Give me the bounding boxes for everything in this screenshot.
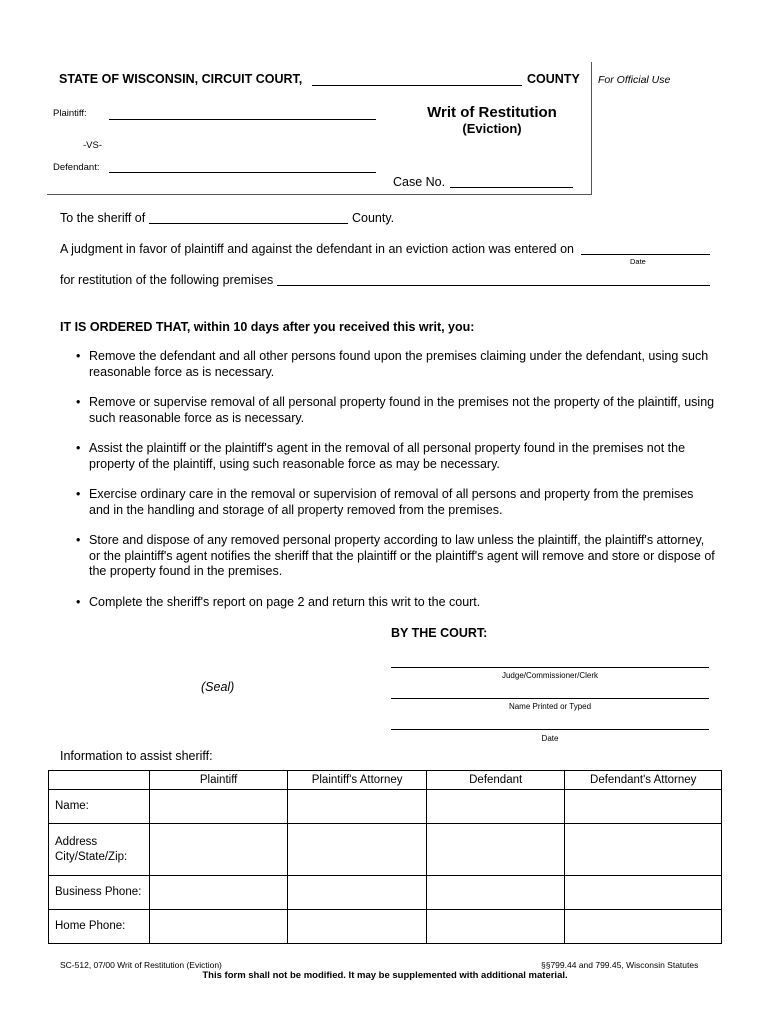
table-header-row	[49, 771, 722, 790]
form-id: SC-512, 07/00 Writ of Restitution (Eviction)	[60, 960, 222, 970]
name-defendant-attorney-cell[interactable]	[565, 790, 722, 824]
plaintiff-field[interactable]	[109, 119, 376, 120]
sheriff-prefix: To the sheriff of	[60, 211, 146, 225]
defendant-field[interactable]	[109, 172, 376, 173]
order-item-2	[76, 395, 716, 426]
signature-date-caption: Date	[541, 734, 559, 743]
row-label-business-phone: Business Phone:	[49, 876, 150, 910]
row-label-name: Name:	[49, 790, 150, 824]
address-plaintiff-cell[interactable]	[149, 824, 287, 876]
order-item-text: Remove or supervise removal of all personal property found in the premises not the property of the plaintiff, using such reasonable force as is necessary.	[89, 395, 715, 425]
case-no-label: Case No.	[393, 175, 446, 189]
column-header-defendant: Defendant	[426, 771, 565, 790]
case-no-field[interactable]	[450, 187, 573, 188]
by-the-court: BY THE COURT:	[391, 626, 488, 640]
form-subtitle: (Eviction)	[462, 121, 522, 136]
business-phone-plaintiff-cell[interactable]	[149, 876, 287, 910]
home-phone-defendant-cell[interactable]	[426, 910, 565, 944]
bullet-icon: •	[76, 595, 81, 609]
bullet-icon: •	[76, 349, 81, 363]
order-item-text: Store and dispose of any removed personal property according to law unless the plaintiff, the plaintiff's attorney, or the plaintiff's agent notifies the sheriff that the plaintiff or the plaintiff's agent will remove and store or dispose of the property found in the premises.	[89, 533, 715, 578]
sheriff-info-table	[48, 770, 722, 944]
table-row	[49, 790, 722, 824]
sheriff-county-field[interactable]	[149, 223, 348, 224]
column-header-plaintiff-attorney: Plaintiff's Attorney	[288, 771, 427, 790]
judgment-date-field[interactable]	[581, 254, 710, 255]
column-header-defendant-attorney: Defendant's Attorney	[565, 771, 722, 790]
business-phone-plaintiff-attorney-cell[interactable]	[288, 876, 427, 910]
defendant-label: Defendant:	[53, 162, 100, 173]
judge-signature-field[interactable]	[391, 667, 709, 668]
premises-field[interactable]	[277, 285, 710, 286]
form-title: Writ of Restitution	[427, 104, 557, 121]
judgment-date-caption: Date	[630, 257, 646, 266]
official-use-label: For Official Use	[598, 74, 671, 86]
row-label-address: Address City/State/Zip:	[49, 824, 150, 876]
seal-label: (Seal)	[201, 680, 235, 694]
name-plaintiff-cell[interactable]	[149, 790, 287, 824]
bullet-icon: •	[76, 487, 81, 501]
order-item-3	[76, 441, 716, 472]
judge-caption: Judge/Commissioner/Clerk	[501, 671, 599, 680]
premises-text: for restitution of the following premises	[60, 273, 274, 287]
name-defendant-cell[interactable]	[426, 790, 565, 824]
order-item-1	[76, 349, 716, 380]
statutes-reference: §§799.44 and 799.45, Wisconsin Statutes	[541, 960, 699, 970]
order-item-text: Remove the defendant and all other persons found upon the premises claiming under the defendant, using such reasonable force as is necessary.	[89, 349, 709, 379]
name-printed-field[interactable]	[391, 698, 709, 699]
business-phone-defendant-attorney-cell[interactable]	[565, 876, 722, 910]
address-defendant-cell[interactable]	[426, 824, 565, 876]
home-phone-plaintiff-cell[interactable]	[149, 910, 287, 944]
court-heading	[59, 72, 302, 86]
info-heading: Information to assist sheriff:	[60, 749, 213, 763]
column-header-plaintiff: Plaintiff	[149, 771, 287, 790]
bullet-icon: •	[76, 395, 81, 409]
table-row	[49, 876, 722, 910]
table-row	[49, 824, 722, 876]
row-label-home-phone: Home Phone:	[49, 910, 150, 944]
home-phone-plaintiff-attorney-cell[interactable]	[288, 910, 427, 944]
order-item-text: Exercise ordinary care in the removal or supervision of removal of all persons and property from the premises and in the handling and storage of all property removed from the premises.	[89, 487, 694, 517]
sheriff-suffix: County.	[352, 211, 395, 225]
order-item-4	[76, 487, 716, 518]
bullet-icon: •	[76, 533, 81, 547]
address-plaintiff-attorney-cell[interactable]	[288, 824, 427, 876]
name-printed-caption: Name Printed or Typed	[508, 702, 592, 711]
court-prefix: STATE OF WISCONSIN, CIRCUIT COURT,	[59, 72, 303, 86]
order-heading: IT IS ORDERED THAT, within 10 days after you received this writ, you:	[60, 320, 475, 334]
name-plaintiff-attorney-cell[interactable]	[288, 790, 427, 824]
address-defendant-attorney-cell[interactable]	[565, 824, 722, 876]
order-item-text: Complete the sheriff's report on page 2 and return this writ to the court.	[89, 595, 481, 609]
order-item-5	[76, 533, 716, 580]
judgment-text: A judgment in favor of plaintiff and against the defendant in an eviction action was entered on	[60, 242, 575, 256]
order-item-text: Assist the plaintiff or the plaintiff's agent in the removal of all personal property found in the premises not the property of the plaintiff, using such reasonable force as may be necessary.	[89, 441, 686, 471]
bullet-icon: •	[76, 441, 81, 455]
modification-notice: This form shall not be modified. It may be supplemented with additional material.	[202, 970, 568, 981]
vs-label: -VS-	[83, 140, 102, 151]
business-phone-defendant-cell[interactable]	[426, 876, 565, 910]
order-item-6	[76, 595, 716, 611]
home-phone-defendant-attorney-cell[interactable]	[565, 910, 722, 944]
signature-date-field[interactable]	[391, 729, 709, 730]
table-row	[49, 910, 722, 944]
county-field[interactable]	[312, 85, 522, 86]
column-header-blank	[49, 771, 150, 790]
plaintiff-label: Plaintiff:	[53, 108, 87, 119]
county-label: COUNTY	[527, 72, 580, 86]
